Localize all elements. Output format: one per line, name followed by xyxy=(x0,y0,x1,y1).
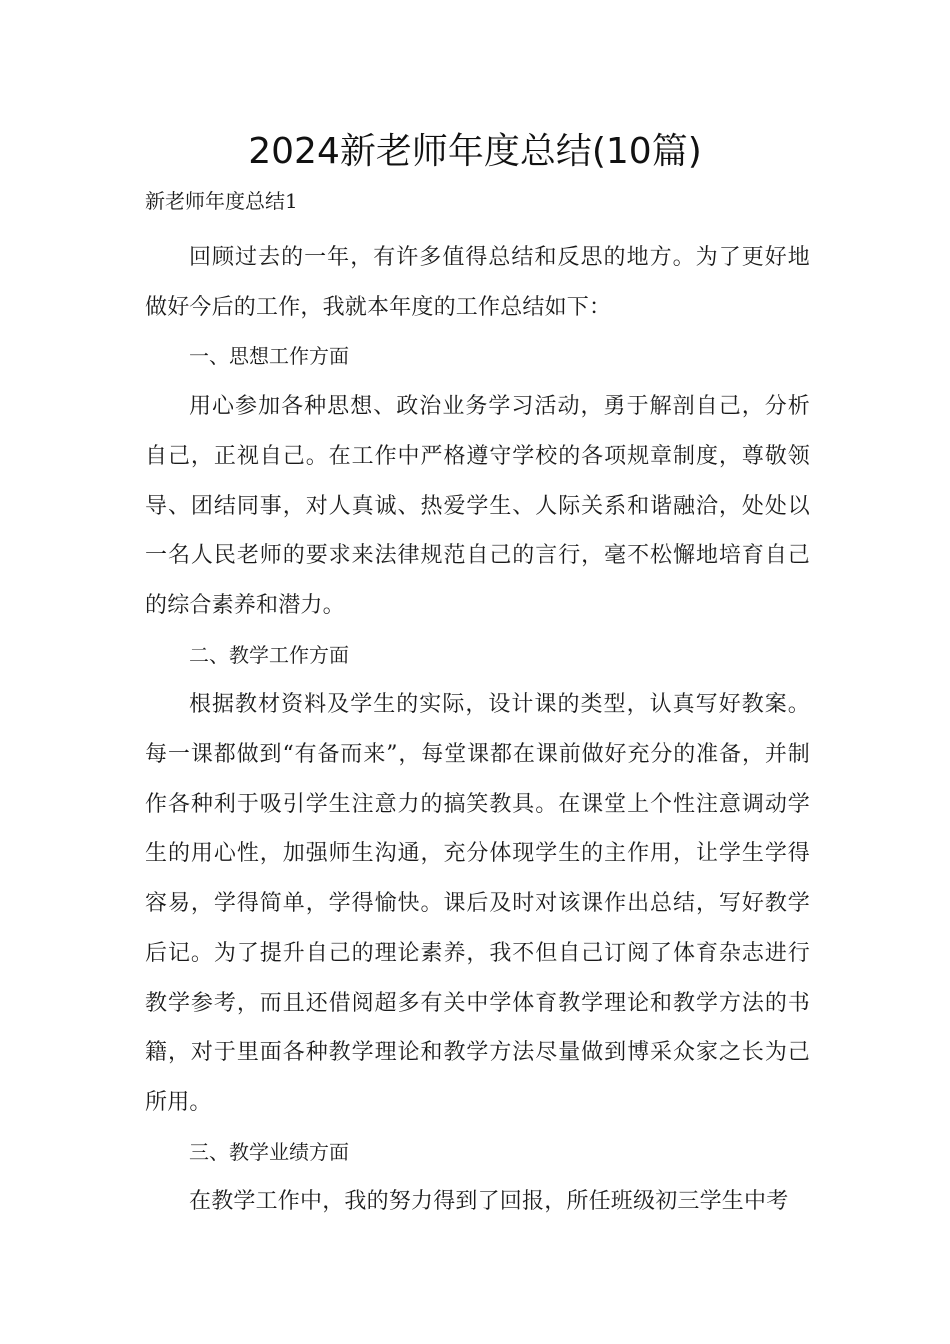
paragraph-teaching: 根据教材资料及学生的实际，设计课的类型，认真写好教案。每一课都做到“有备而来”，每堂课都在课前做好充分的准备，并制作各种利于吸引学生注意力的搞笑教具。在课堂上个性注意调动学生的用心性，加强师生沟通，充分体现学生的主作用，让学生学得容易，学得简单，学得愉快。课后及时对该课作出总结，写好教学后记。为了提升自己的理论素养，我不但自己订阅了体育杂志进行教学参考，而且还借阅超多有关中学体育教学理论和教学方法的书籍，对于里面各种教学理论和教学方法尽量做到博采众家之长为己所用。 xyxy=(145,692,810,1115)
section-heading-teaching: 二、教学工作方面 xyxy=(189,642,349,667)
document-body xyxy=(145,233,810,1227)
paragraph-results: 在教学工作中，我的努力得到了回报，所任班级初三学生中考 xyxy=(189,1189,789,1215)
section-heading-ideology: 一、思想工作方面 xyxy=(189,344,349,369)
document-subtitle: 新老师年度总结1 xyxy=(145,189,298,213)
section-heading-results: 三、教学业绩方面 xyxy=(189,1139,349,1164)
paragraph-ideology: 用心参加各种思想、政治业务学习活动，勇于解剖自己，分析自己，正视自己。在工作中严格遵守学校的各项规章制度，尊敬领导、团结同事，对人真诚、热爱学生、人际关系和谐融洽，处处以一名人民老师的要求来法律规范自己的言行，毫不松懈地培育自己的综合素养和潜力。 xyxy=(145,394,810,618)
document-title: 2024新老师年度总结(10篇) xyxy=(248,131,702,172)
paragraph-intro: 回顾过去的一年，有许多值得总结和反思的地方。为了更好地做好今后的工作，我就本年度的工作总结如下： xyxy=(145,245,810,320)
